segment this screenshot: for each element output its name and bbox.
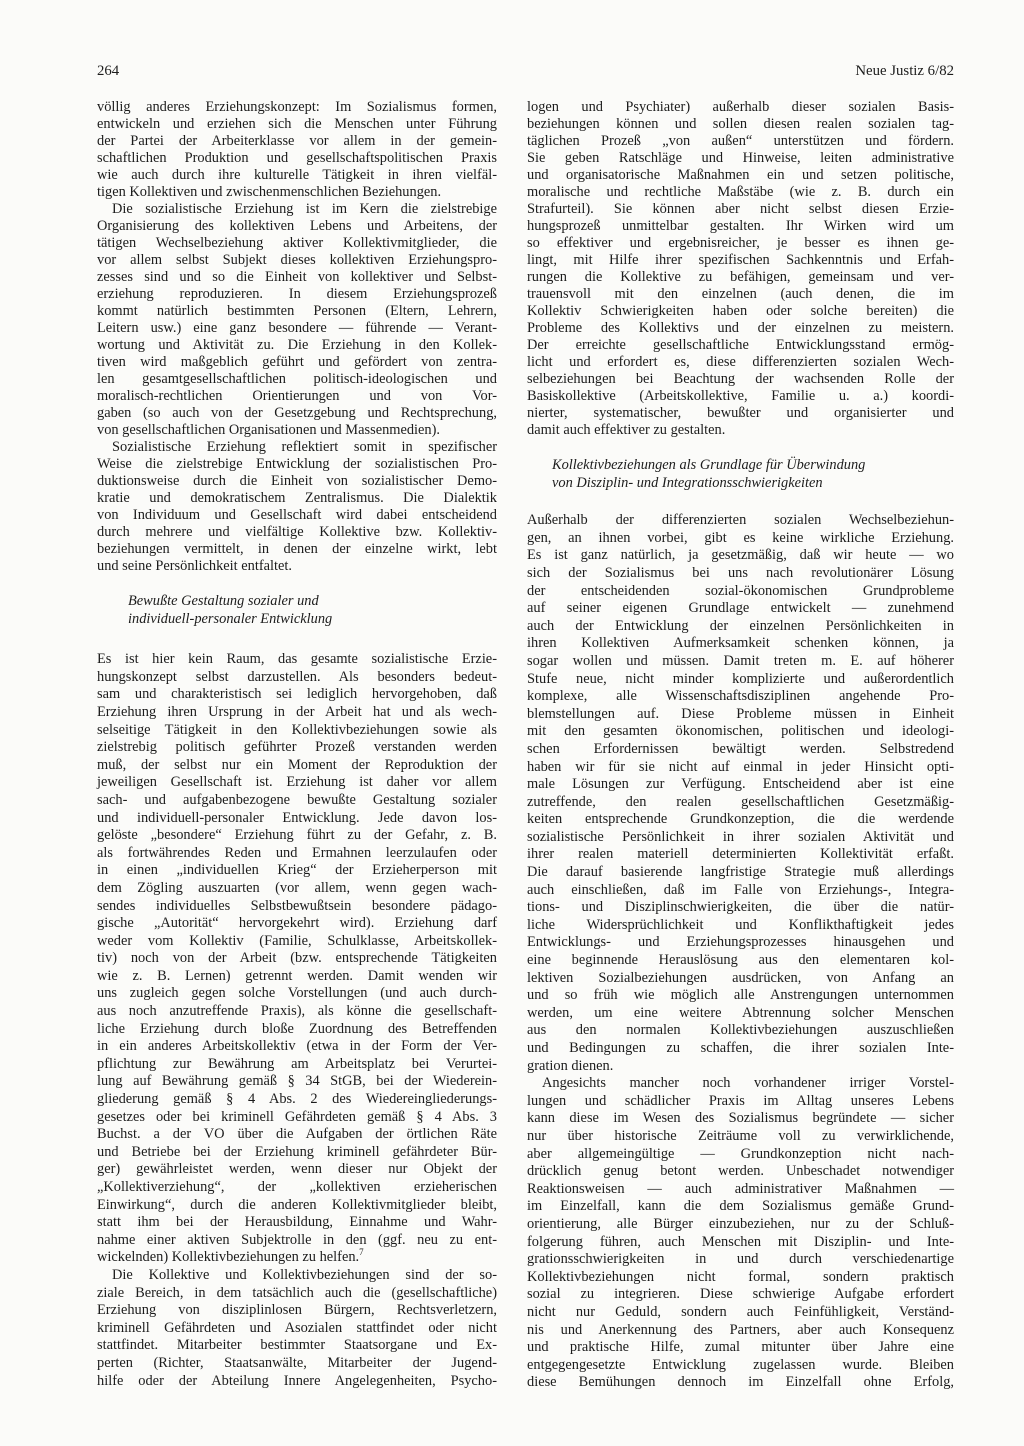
- text-line: duktionsweise durch die Einheit von sozialistischer Demo-: [97, 472, 497, 489]
- text-line: beziehungen können und sollen diesen realen sozialen tag-: [527, 115, 954, 132]
- text-line: beziehungen vermittelt, in denen der einzelne wirkt, lebt: [97, 540, 497, 557]
- text-line: kann diese im Wesen des Sozialismus begründete — sicher: [527, 1110, 954, 1127]
- text-line: nahme einer aktiven Subjektrolle in den (ggf. neu zu ent-: [97, 1231, 497, 1248]
- text-line: gaben (so auch von der Gesetzgebung und Rechtsprechung,: [97, 404, 497, 421]
- text-line: male Lösungen zur Verfügung. Entscheidend aber ist eine: [527, 776, 954, 793]
- text-line: Sozialistische Erziehung reflektiert somit in spezifischer: [112, 438, 497, 455]
- text-line: kratie und demokratischem Zentralismus. Die Dialektik: [97, 489, 497, 506]
- text-line: und organisatorische Maßnahmen ein und setzen politische,: [527, 166, 954, 183]
- text-line: ger) gewährleistet werden, wenn dieser nur Objekt der: [97, 1161, 497, 1178]
- text-line: ziale Bereich, in dem tatsächlich auch die (gesellschaftliche): [97, 1284, 497, 1301]
- text-line: Kollektiv Schwierigkeiten haben oder solche bereiten) die: [527, 302, 954, 319]
- left-column-text-top: [97, 99, 497, 575]
- text-line: Erziehung von disziplinlosen Bürgern, Rechtsverletzern,: [97, 1302, 497, 1319]
- text-line: so effektiver und ergebnisreicher, je besser es ihnen ge-: [527, 234, 954, 251]
- text-line: aus noch anzutreffende Praxis), als könne die gesellschaft-: [97, 1003, 497, 1020]
- paragraph: [97, 1267, 497, 1390]
- text-line: zesses sind und so die Einheit von kollektiver und Selbst-: [97, 268, 497, 285]
- text-line: der Partei der Arbeiterklasse vor allem in der gemein-: [97, 132, 497, 149]
- text-line: nis und Anerkennung des Partners, aber auch Konsequenz: [527, 1321, 954, 1338]
- text-line: völlig anderes Erziehungskonzept: Im Sozialismus formen,: [97, 98, 497, 115]
- text-line: und so früh wie möglich alle Anstrengungen unternommen: [527, 987, 954, 1004]
- heading-line: von Disziplin- und Integrationsschwierigkeiten: [552, 475, 823, 491]
- text-line: Strafurteil). Sie können aber nicht selbst diesen Erzie-: [527, 200, 954, 217]
- text-line: von gesellschaftlichen Organisationen und Massenmedien).: [97, 421, 441, 438]
- paragraph: [527, 512, 954, 1075]
- text-line: dem Zögling auszuarten (vor allem, wenn gegen wach-: [97, 879, 497, 896]
- text-line: grationsschwierigkeiten in und durch verschiedenartige: [527, 1251, 954, 1268]
- text-line: sozial zu integrieren. Diese schwierige Aufgabe erfordert: [527, 1286, 954, 1303]
- section-heading-right: [552, 456, 952, 492]
- text-line: liche Widersprüchlichkeit und Konflikthaftigkeit jedes: [527, 916, 954, 933]
- text-line: tiven wird maßgeblich geführt und gefördert von zentra-: [97, 353, 497, 370]
- text-line: pflichtung zur Bewährung am Arbeitsplatz bei Verurtei-: [97, 1055, 497, 1072]
- text-line: sozialistische Persönlichkeit in ihrer sozialen Aktivität und: [527, 828, 954, 845]
- text-line: zielstrebig politisch geführter Prozeß verstanden werden: [97, 739, 497, 756]
- text-line: trauensvoll mit den einzelnen (auch denen, die im: [527, 285, 954, 302]
- left-column-text-bottom: [97, 651, 497, 1390]
- text-line: schen Erfordernissen bewältigt werden. Selbstredend: [527, 740, 954, 757]
- text-line: blemstellungen auf. Diese Probleme müssen in Einheit: [527, 705, 954, 722]
- text-line: entgegengesetzte Entwicklung zugelassen wurde. Bleiben: [527, 1356, 954, 1373]
- text-line: wortung und Aktivität zu. Die Erziehung in den Kollek-: [97, 336, 497, 353]
- text-line: wie z. B. Lernen) getrennt werden. Damit wenden wir: [97, 967, 497, 984]
- text-line: gesetzes oder bei kriminell Gefährdeten gemäß § 4 Abs. 3: [97, 1108, 497, 1125]
- text-line: gliederung gemäß § 4 Abs. 2 des Wiedereingliederungs-: [97, 1091, 497, 1108]
- text-line: statt ihm bei der Herausbildung, Einnahme und Wahr-: [97, 1214, 497, 1231]
- text-line: hilfe oder der Abteilung Innere Angelegenheiten, Psycho-: [97, 1372, 497, 1389]
- text-line: muß, der selbst nur ein Moment der Reproduktion der: [97, 756, 497, 773]
- text-line: wie auch durch ihre kulturelle Tätigkeit in ihren vielfäl-: [97, 166, 497, 183]
- text-line: stattfindet. Mitarbeiter bestimmter Staatsorgane und Ex-: [97, 1337, 497, 1354]
- text-line: und Betriebe bei der Erziehung kriminell gefährdeter Bür-: [97, 1143, 497, 1160]
- text-line: sam und charakteristisch sei lediglich hervorgehoben, daß: [97, 686, 497, 703]
- text-line: sogar wollen und müssen. Damit treten m. E. auf höherer: [527, 652, 954, 669]
- text-line: licht und erfordert es, diese differenzierten sozialen Wech-: [527, 353, 954, 370]
- text-line: und seine Persönlichkeit entfaltet.: [97, 557, 293, 574]
- text-line: lingt, mit Hilfe ihrer spezifischen Sachkenntnis und Erfah-: [527, 251, 954, 268]
- text-line: entwickeln und erziehen sich die Menschen unter Führung: [97, 115, 497, 132]
- text-line: perten (Richter, Staatsanwälte, Mitarbeiter der Jugend-: [97, 1354, 497, 1371]
- text-line: Die Kollektive und Kollektivbeziehungen sind der so-: [112, 1266, 497, 1283]
- text-line: tigen Kollektiven und zwischenmenschlichen Beziehungen.: [97, 183, 442, 200]
- text-line: Buchst. a der VO über die Aufgaben der örtlichen Räte: [97, 1126, 497, 1143]
- section-heading-left: [128, 592, 488, 628]
- text-line: Die darauf basierende langfristige Strategie muß allerdings: [527, 864, 954, 881]
- text-line: und praktische Hilfe, zumal mitunter über Jahre eine: [527, 1339, 954, 1356]
- text-line: ihrer realen materiell determinierten Kollektivität erfaßt.: [527, 846, 954, 863]
- text-line: und Bedingungen zu schaffen, die ihrer sozialen Inte-: [527, 1040, 954, 1056]
- text-line: durch mehrere und vielfältige Kollektive bzw. Kollektiv-: [97, 523, 497, 540]
- text-line: selbeziehungen bei Beachtung der wachsenden Rolle der: [527, 370, 954, 387]
- text-line: gelöste „besondere“ Erziehung führt zu der Gefahr, z. B.: [97, 827, 497, 844]
- text-line: tätigen Wechselbeziehung aktiver Kollektivmitglieder, die: [97, 234, 497, 251]
- text-line: Weise die zielstrebige Entwicklung der sozialistischen Pro-: [97, 455, 497, 472]
- text-line: schaftlichen Produktion und gesellschaftspolitischen Praxis: [97, 149, 497, 166]
- text-line: ihren Kollektiven Aufmerksamkeit schenken können, ja: [527, 635, 954, 652]
- text-line-content: wickelnden) Kollektivbeziehungen zu helfen.: [97, 1249, 360, 1266]
- heading-line: Bewußte Gestaltung sozialer und: [128, 593, 319, 609]
- paragraph: [527, 99, 954, 439]
- text-line: logen und Psychiater) außerhalb dieser sozialen Basis-: [527, 98, 954, 115]
- text-line: werden, um eine weitere Abtrennung solcher Menschen: [527, 1004, 954, 1021]
- text-line: Organisierung des kollektiven Lebens und Arbeitens, der: [97, 217, 497, 234]
- paragraph: [97, 99, 497, 201]
- text-line: eine beginnende Herauslösung aus den elementaren kol-: [527, 952, 954, 969]
- text-line: hungsprozeß unmittelbar gestalten. Ihr Wirken wird um: [527, 217, 954, 234]
- text-line: kriminell Gefährdeten und Asozialen stattfindet oder nicht: [97, 1319, 497, 1336]
- text-line: hungskonzept selbst darzustellen. Als besonders bedeut-: [97, 668, 497, 685]
- text-line: Die sozialistische Erziehung ist im Kern die zielstrebige: [112, 200, 497, 217]
- text-line: auf seiner eigenen Grundlage entwickelt — zunehmend: [527, 600, 954, 617]
- text-line: auch der Entwicklung der einzelnen Persönlichkeiten in: [527, 617, 954, 634]
- text-line: aber allgemeingültige — Grundkonzeption nicht nach-: [527, 1145, 954, 1162]
- text-line: Es ist hier kein Raum, das gesamte sozialistische Erzie-: [97, 651, 497, 668]
- text-line: Erziehung ihren Ursprung in der Arbeit hat und als wech-: [97, 703, 497, 720]
- text-line: selseitige Tätigkeit in den Kollektivbeziehungen sowie als: [97, 721, 497, 738]
- page-number: 264: [97, 63, 120, 79]
- text-line: täglichen Prozeß „von außen“ unterstützen und fördern.: [527, 132, 954, 149]
- text-line: rungen die Kollektive zu befähigen, gemeinsam und ver-: [527, 268, 954, 285]
- text-line: sich der Sozialismus bei uns nach revolutionärer Lösung: [527, 564, 954, 581]
- text-line: liche Erziehung durch bloße Zuordnung des Betreffenden: [97, 1020, 497, 1037]
- text-line: lung auf Bewährung gemäß § 34 StGB, bei der Wiederein-: [97, 1073, 497, 1090]
- text-line: Kollektivbeziehungen nicht formal, sondern praktisch: [527, 1268, 954, 1285]
- text-line: moralisch-rechtlichen Orientierungen und von Vor-: [97, 387, 497, 404]
- text-line: gen, an ihnen vorbei, gibt es keine wirkliche Erziehung.: [527, 529, 954, 546]
- footnote-reference: 7: [359, 1247, 364, 1258]
- paragraph: [97, 651, 497, 1267]
- text-line: [97, 1249, 497, 1267]
- text-line: Entwicklungs- und Erziehungsprozesses hinausgehen und: [527, 934, 954, 951]
- text-line: Es ist ganz natürlich, ja gesetzmäßig, daß wir heute — wo: [527, 547, 954, 564]
- text-line: moralische und rechtliche Maßstäbe (wie z. B. durch ein: [527, 183, 954, 200]
- text-line: „Kollektiverziehung“, der „kollektiven erzieherischen: [97, 1179, 497, 1195]
- text-line: orientierung, alle Bürger einzubeziehen, nur zu der Schluß-: [527, 1215, 954, 1232]
- text-line: auch einschließen, daß im Falle von Erziehungs-, Integra-: [527, 881, 954, 898]
- text-line: tions- und Disziplinschwierigkeiten, die über die natür-: [527, 899, 954, 916]
- text-line: haben wir für sie nicht auf einmal in jeder Hinsicht opti-: [527, 758, 954, 775]
- text-line: aus den normalen Kollektivbeziehungen auszuschließen: [527, 1022, 954, 1039]
- text-line: Der erreichte gesellschaftliche Entwicklungsstand ermög-: [527, 336, 954, 353]
- text-line: als fortwährendes Reden und Ermahnen leerzulaufen oder: [97, 844, 497, 861]
- text-line: kommt natürlich bestimmten Personen (Eltern, Lehrern,: [97, 302, 497, 319]
- text-line: komplexe, alle Wissenschaftsdisziplinen angehende Pro-: [527, 688, 954, 705]
- paragraph: [97, 201, 497, 439]
- text-line: und individuell-personaler Entwicklung. Jede davon los-: [97, 809, 497, 826]
- text-line: tiv) noch von der Arbeit (bzw. entsprechende Tätigkeiten: [97, 950, 497, 967]
- text-line: Sie geben Ratschläge und Hinweise, leiten administrative: [527, 149, 954, 166]
- heading-line: individuell-personaler Entwicklung: [128, 611, 333, 627]
- text-line: im Einzelfall, kann die dem Sozialismus gemäße Grund-: [527, 1198, 954, 1215]
- text-line: gration dienen.: [527, 1057, 614, 1074]
- text-line: Stufe neue, nicht minder komplizierte und außerordentlich: [527, 670, 954, 687]
- text-line: Probleme des Kollektivs und der einzelnen zu meistern.: [527, 319, 954, 336]
- text-line: uns zugleich gegen solche Vorstellungen (und auch durch-: [97, 985, 497, 1002]
- text-line: der entscheidenden sozial-ökonomischen Grundprobleme: [527, 582, 954, 599]
- text-line: nur über historische Zeiträume voll zu verwirklichende,: [527, 1127, 954, 1144]
- text-line: Basiskollektive (Arbeitskollektive, Familie u. a.) koordi-: [527, 387, 954, 404]
- text-line: Reaktionsweisen — auch administrativer Maßnahmen —: [527, 1180, 954, 1197]
- text-line: zutreffende, den realen gesellschaftlichen Gesetzmäßig-: [527, 793, 954, 810]
- text-line: vor allem selbst Subjekt dieses kollektiven Erziehungspro-: [97, 251, 497, 268]
- text-line: folgerung führen, auch Menschen mit Disziplin- und Inte-: [527, 1233, 954, 1250]
- text-line: damit auch effektiver zu gestalten.: [527, 421, 726, 438]
- text-line: sach- und aufgabenbezogene bewußte Gestaltung sozialer: [97, 791, 497, 808]
- text-line: Angesichts mancher noch vorhandener irriger Vorstel-: [542, 1075, 954, 1092]
- text-line: diese Bemühungen dennoch im Einzelfall ohne Erfolg,: [527, 1374, 954, 1391]
- paragraph: [527, 1075, 954, 1392]
- text-line: nierter, systematischer, bewußter und organisierter und: [527, 404, 954, 421]
- text-line: sendes individuelles Selbstbewußtsein besondere pädago-: [97, 897, 497, 914]
- text-line: jeweiligen Gesellschaft ist. Erziehung ist daher vor allem: [97, 774, 497, 791]
- text-line: Außerhalb der differenzierten sozialen Wechselbeziehun-: [527, 512, 954, 529]
- heading-line: Kollektivbeziehungen als Grundlage für Überwindung: [552, 457, 866, 473]
- journal-issue: Neue Justiz 6/82: [855, 63, 954, 79]
- text-line: len gesamtgesellschaftlichen politisch-ideologischen und: [97, 370, 497, 387]
- paragraph: [97, 439, 497, 575]
- text-line: drücklich genug betont werden. Unbeschadet notwendiger: [527, 1163, 954, 1180]
- text-line: Leitern usw.) eine ganz besondere — führende — Verant-: [97, 319, 497, 336]
- text-line: weder vom Kollektiv (Familie, Schulklasse, Arbeitskollek-: [97, 932, 497, 949]
- text-line: in ein anderes Arbeitskollektiv (etwa in der Form der Ver-: [97, 1038, 497, 1055]
- text-line: lungen und schädlicher Praxis im Alltag unseres Lebens: [527, 1092, 954, 1109]
- text-line: gische „Autorität“ hervorgekehrt wird). Erziehung darf: [97, 915, 497, 932]
- text-line: von Individuum und Gesellschaft wird dabei entscheidend: [97, 506, 497, 523]
- right-column-text-bottom: [527, 512, 954, 1392]
- text-line: nicht nur Geduld, sondern auch Feinfühligkeit, Verständ-: [527, 1303, 954, 1320]
- text-line: erziehung reproduzieren. In diesem Erziehungsprozeß: [97, 285, 497, 302]
- text-line: lektiven Sozialbeziehungen ausdrücken, von Anfang an: [527, 969, 954, 986]
- text-line: keiten entsprechende Grundkonzeption, die die werdende: [527, 811, 954, 828]
- right-column-text-top: [527, 99, 954, 439]
- text-line: Einwirkung“, durch die anderen Kollektivmitglieder bleibt,: [97, 1196, 497, 1213]
- text-line: in einen „individuellen Krieg“ der Erzieherperson mit: [97, 862, 497, 879]
- text-line: mit den gesamten ökonomischen, politischen und ideologi-: [527, 723, 954, 740]
